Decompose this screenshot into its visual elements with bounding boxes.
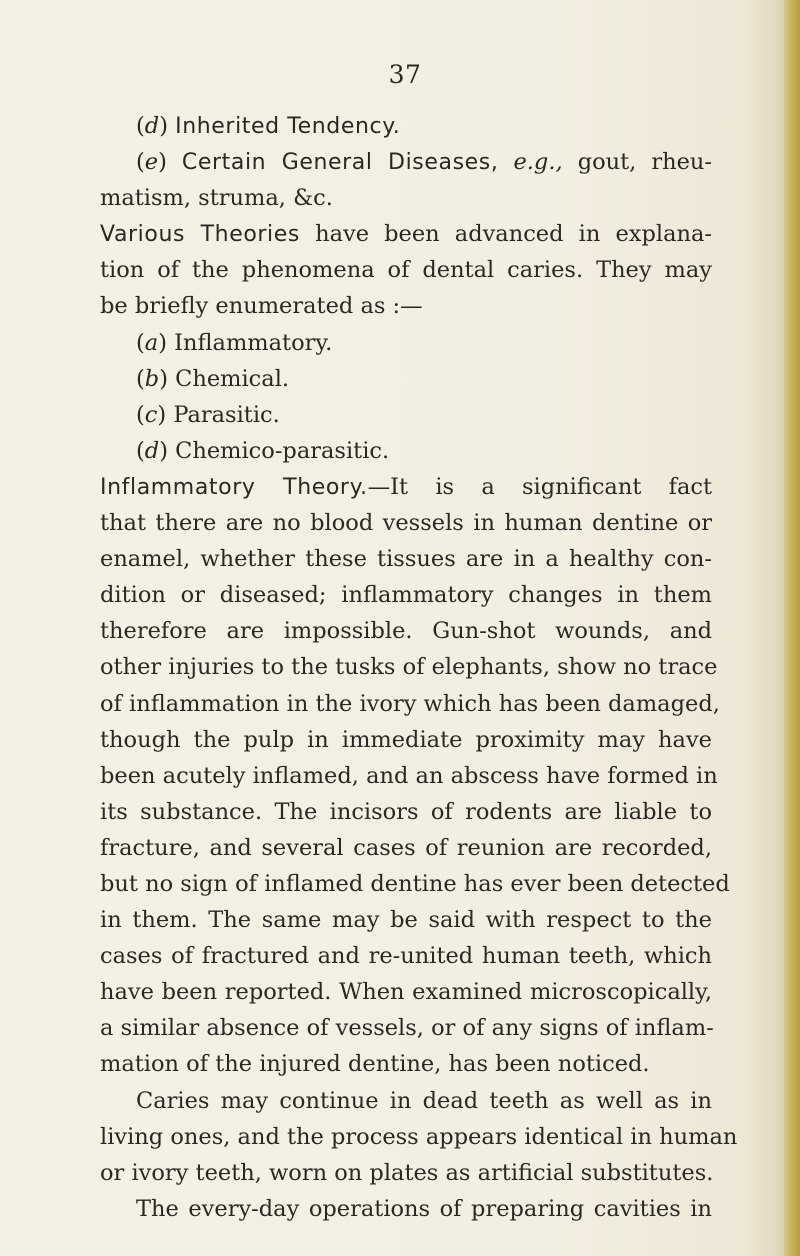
item-label: (d) [136, 437, 168, 464]
text-line: that there are no blood vessels in human dentine or [100, 510, 712, 537]
text-line: been acutely inflamed, and an abscess have formed in [100, 762, 718, 789]
text-line: living ones, and the process appears identical in human [100, 1123, 738, 1150]
page-body-text [100, 108, 738, 1227]
item-text: Chemical. [175, 365, 290, 392]
text-line [100, 469, 712, 505]
example-abbrev: e.g., [513, 149, 563, 176]
bold-heading: Inflammatory Theory. [100, 474, 368, 500]
list-item [100, 325, 712, 361]
text-line: in them. The same may be said with respect to the [100, 907, 712, 934]
text-line [100, 216, 712, 252]
item-label: (e) [136, 149, 167, 176]
bold-heading: Inherited Tendency. [175, 114, 401, 139]
text-line: of inflammation in the ivory which has been damaged, [100, 690, 720, 717]
page-number: 37 [388, 60, 422, 89]
text-line [100, 108, 712, 144]
text-line: enamel, whether these tissues are in a healthy con- [100, 546, 712, 573]
item-text: Inflammatory. [174, 329, 333, 356]
line-text: gout, rheu- [577, 149, 712, 176]
line-text: have been advanced in explana- [315, 221, 712, 248]
text-line: or ivory teeth, worn on plates as artificial substitutes. [100, 1159, 714, 1186]
item-label: (a) [136, 329, 167, 356]
text-line: tion of the phenomena of dental caries. They may [100, 257, 712, 284]
text-line: have been reported. When examined microscopically, [100, 979, 712, 1006]
text-line: cases of fractured and re-united human teeth, which [100, 943, 712, 970]
text-line: its substance. The incisors of rodents are liable to [100, 798, 712, 825]
book-spine-edge [784, 0, 800, 1256]
item-label: (b) [136, 365, 168, 392]
text-line: Caries may continue in dead teeth as well as in [136, 1087, 712, 1114]
text-line: matism, struma, &c. [100, 185, 333, 212]
text-line: though the pulp in immediate proximity may have [100, 726, 712, 753]
text-line: dition or diseased; inflammatory changes in them [100, 582, 712, 609]
item-label: (c) [136, 401, 167, 428]
text-line: other injuries to the tusks of elephants, show no trace [100, 654, 718, 681]
line-text: —It is a significant fact [367, 473, 712, 500]
list-item [100, 397, 712, 433]
bold-heading: Certain General Diseases, [181, 150, 499, 176]
text-line: a similar absence of vessels, or of any signs of inflam- [100, 1015, 714, 1042]
item-text: Parasitic. [173, 401, 280, 428]
list-item [100, 433, 712, 469]
text-line: fracture, and several cases of reunion are recorded, [100, 834, 712, 861]
text-line: be briefly enumerated as :— [100, 293, 423, 320]
text-line: but no sign of inflamed dentine has ever been detected [100, 870, 730, 897]
text-line: The every-day operations of preparing cavities in [136, 1195, 712, 1222]
bold-heading: Various Theories [100, 222, 300, 248]
text-line: therefore are impossible. Gun-shot wounds, and [100, 618, 712, 645]
item-text: Chemico-parasitic. [175, 437, 390, 464]
item-label: (d) [136, 113, 168, 139]
text-line: mation of the injured dentine, has been noticed. [100, 1051, 650, 1078]
list-item [100, 361, 712, 397]
text-line [100, 144, 712, 180]
